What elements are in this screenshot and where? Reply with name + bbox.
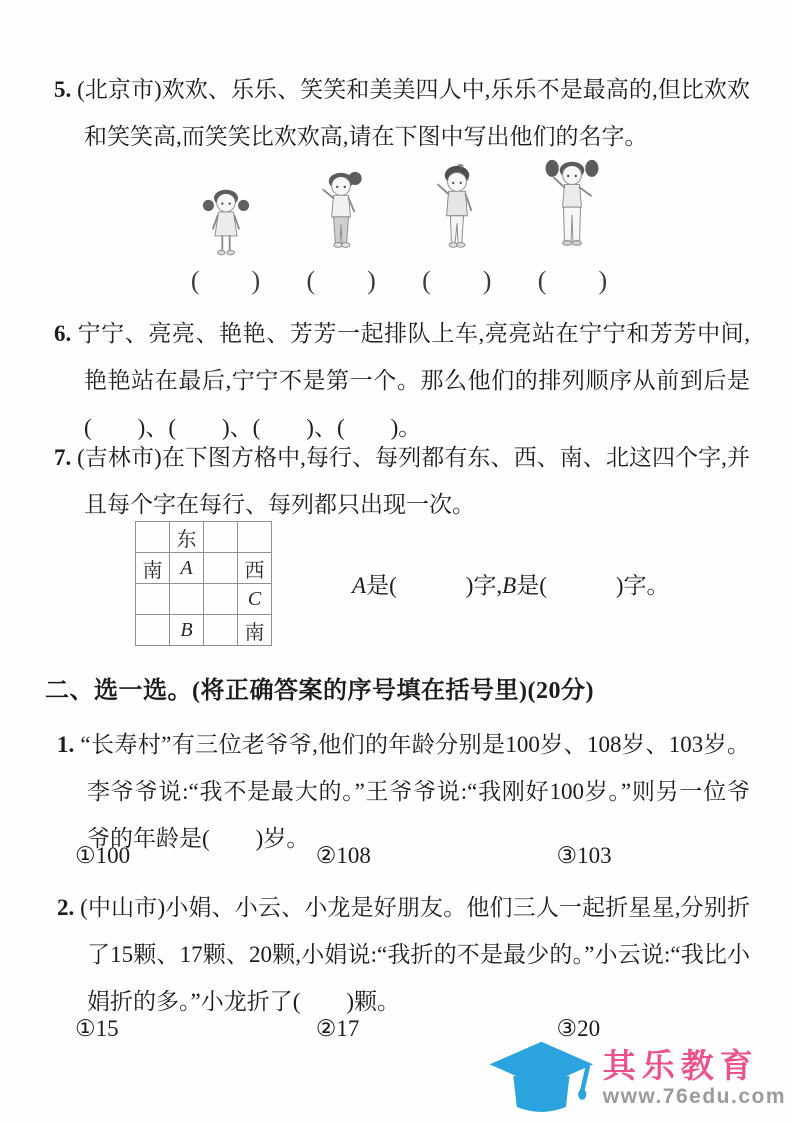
- grid-cell-A: A: [170, 553, 204, 584]
- option-3: ③20: [556, 1016, 601, 1041]
- question-5-number: 5.: [54, 77, 72, 102]
- question-6: [54, 310, 750, 451]
- question-7-text: (吉林市)在下图方格中,每行、每列都有东、西、南、北这四个字,并且每个字在每行、每列都只出现一次。: [77, 445, 751, 517]
- grid-cell: [204, 584, 238, 615]
- grid-cell: [136, 615, 170, 646]
- question-5-answer-blanks: [168, 260, 630, 297]
- shortest-girl-illustration: [200, 186, 252, 260]
- s2-question-1-text: “长寿村”有三位老爷爷,他们的年龄分别是100岁、108岁、103岁。李爷爷说:“我不是最大的。”王爷爷说:“我刚好100岁。”则另一位爷爷的年龄是( )岁。: [80, 732, 750, 851]
- answer-blank-4: ( ): [537, 266, 608, 295]
- brand-url: www.76edu.com: [602, 1085, 786, 1108]
- answer-a-text: 是( )字,: [366, 573, 503, 598]
- child-figure-1: [168, 186, 283, 260]
- section-2-heading: 二、选一选。(将正确答案的序号填在括号里)(20分): [45, 678, 594, 704]
- question-7-grid: [135, 521, 272, 646]
- answer-blank-1: ( ): [190, 266, 261, 295]
- grid-cell: [204, 615, 238, 646]
- question-5: [54, 66, 750, 160]
- question-7-number: 7.: [54, 445, 72, 470]
- grid-cell: [204, 522, 238, 553]
- option-2: ②108: [315, 843, 371, 868]
- section-2-question-1: [57, 721, 750, 862]
- answer-blank-3: ( ): [422, 266, 492, 295]
- grid-cell: 西: [238, 553, 272, 584]
- child-figure-4: [515, 158, 630, 260]
- grid-cell-B: B: [170, 615, 204, 646]
- s2-question-2-text: (中山市)小娟、小云、小龙是好朋友。他们三人一起折星星,分别折了15颗、17颗、20颗,小娟说:“我折的不是最少的。”小云说:“我比小娟折的多。”小龙折了( )颗。: [80, 895, 751, 1014]
- grid-cell: [136, 522, 170, 553]
- option-2: ②17: [315, 1016, 360, 1041]
- grid-cell: [136, 584, 170, 615]
- girl-ponytail-illustration: [312, 170, 370, 260]
- grid-cell: [238, 522, 272, 553]
- brand-name: 其乐教育: [602, 1047, 759, 1084]
- question-6-number: 6.: [54, 321, 72, 346]
- label-B: B: [502, 573, 517, 598]
- boy-illustration: [427, 164, 487, 260]
- child-figure-2: [284, 170, 399, 260]
- option-1: ①15: [75, 1016, 119, 1041]
- answer-blank-2: ( ): [306, 266, 376, 295]
- child-figure-3: [399, 164, 514, 260]
- label-A: A: [352, 573, 367, 598]
- graduation-cap-icon: [486, 1036, 597, 1120]
- grid-cell-C: C: [238, 584, 272, 615]
- tallest-girl-illustration: [540, 158, 604, 260]
- s2-question-1-number: 1.: [57, 732, 75, 757]
- question-7: [54, 434, 750, 528]
- s2-question-1-options: [75, 843, 612, 869]
- grid-cell: [170, 584, 204, 615]
- grid-cell: 南: [238, 615, 272, 646]
- option-1: ①100: [75, 843, 131, 868]
- publisher-logo: [486, 1036, 786, 1120]
- grid-cell: [204, 553, 238, 584]
- logo-text-block: [603, 1036, 786, 1120]
- option-3: ③103: [556, 843, 612, 868]
- grid-cell: 东: [170, 522, 204, 553]
- question-5-text: (北京市)欢欢、乐乐、笑笑和美美四人中,乐乐不是最高的,但比欢欢和笑笑高,而笑笑比欢欢高,请在下图中写出他们的名字。: [77, 77, 751, 149]
- question-5-figures: [168, 156, 630, 260]
- section-2-question-2: [57, 884, 750, 1025]
- s2-question-2-number: 2.: [57, 895, 75, 920]
- grid-cell: 南: [136, 553, 170, 584]
- question-7-answer-line: [352, 562, 670, 609]
- question-6-text: 宁宁、亮亮、艳艳、芳芳一起排队上车,亮亮站在宁宁和芳芳中间,艳艳站在最后,宁宁不是第一个。那么他们的排列顺序从前到后是( )、( )、( )、( )。: [77, 321, 751, 440]
- answer-b-text: 是( )字。: [516, 573, 670, 598]
